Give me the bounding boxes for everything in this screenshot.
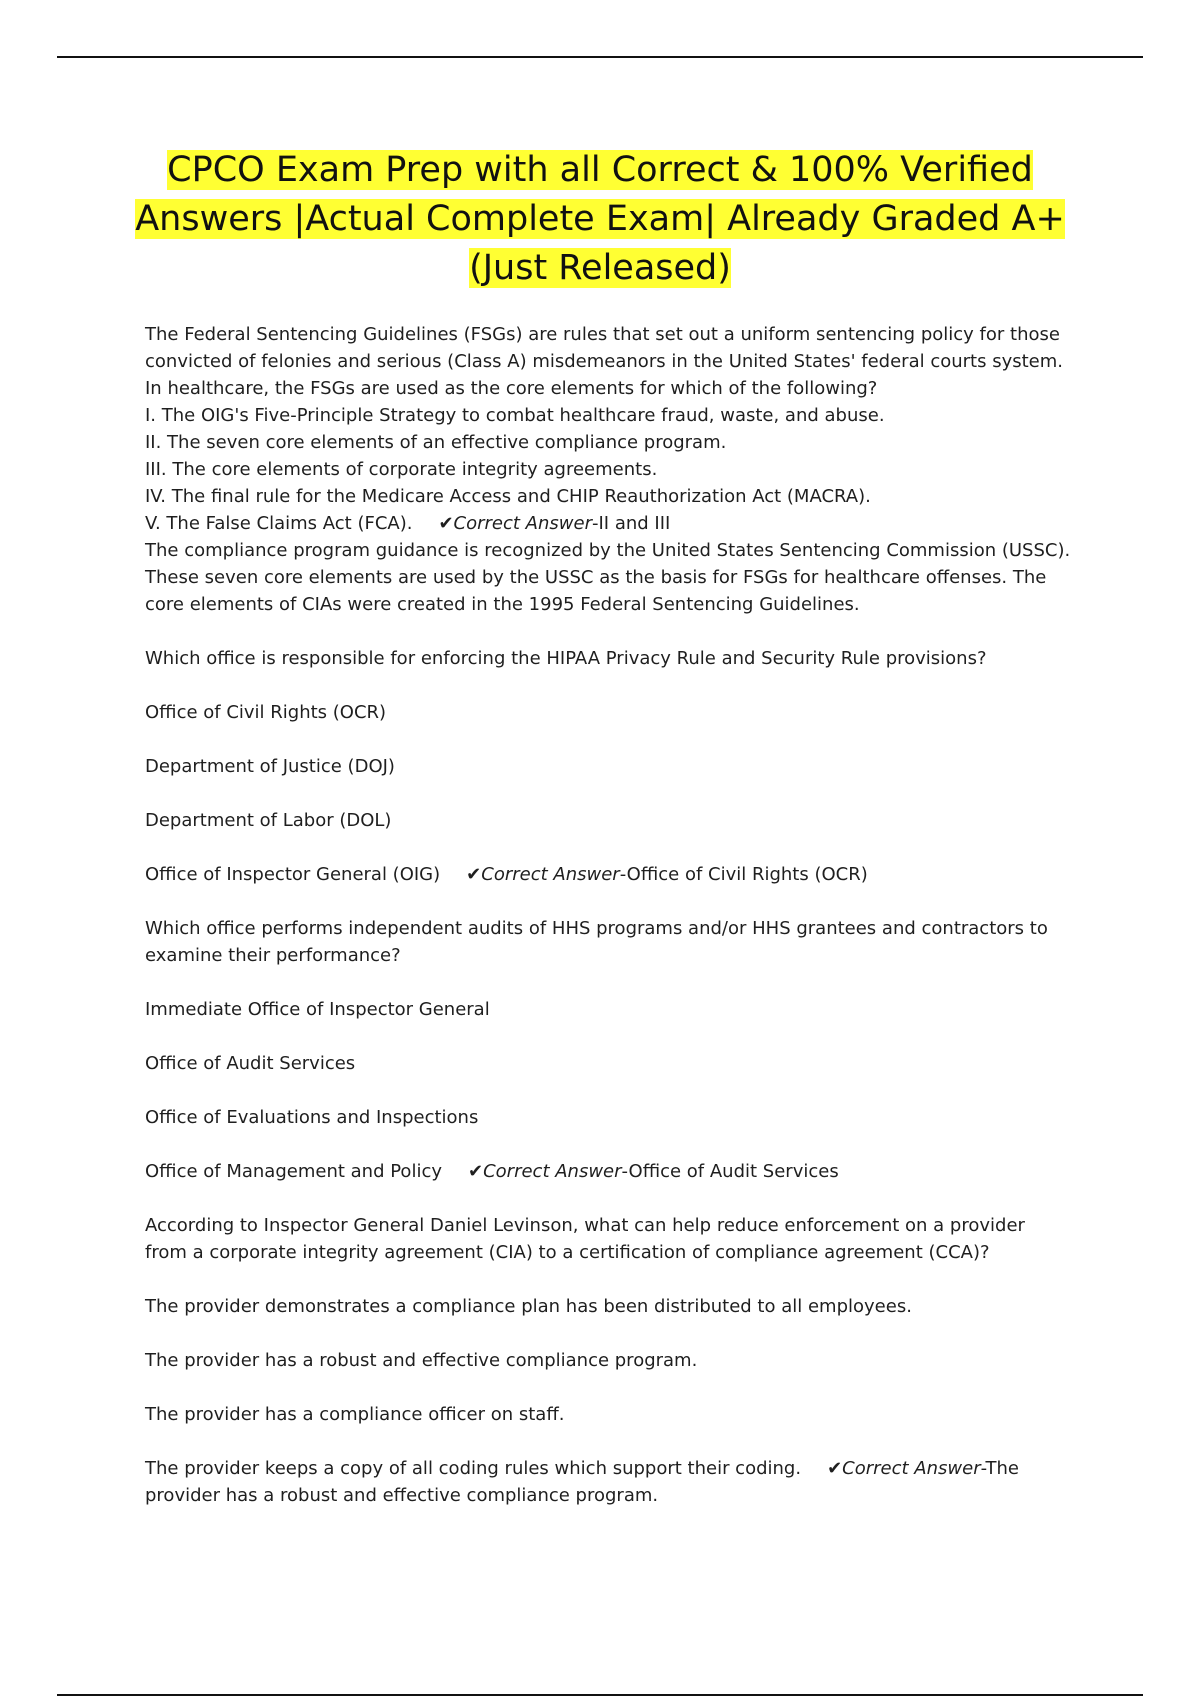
question-line: from a corporate integrity agreement (CIA) to a certification of compliance agreement (CCA)?	[145, 1242, 990, 1263]
question-block-4	[145, 1212, 1065, 1266]
correct-answer-label: Correct Answer	[453, 513, 592, 534]
option-line: The provider has a compliance officer on staff.	[145, 1404, 565, 1425]
document-body	[145, 321, 1071, 1536]
correct-answer-label: Correct Answer	[483, 1161, 622, 1182]
correct-answer-text: -Office of Civil Rights (OCR)	[619, 864, 868, 885]
option-line: III. The core elements of corporate integrity agreements.	[145, 459, 658, 480]
option-line: Department of Labor (DOL)	[145, 810, 392, 831]
check-mark-icon: ✔	[438, 513, 454, 534]
option-text: The provider keeps a copy of all coding rules which support their coding.	[145, 1458, 802, 1479]
answer-line	[145, 510, 1065, 537]
question-block-1	[145, 321, 1071, 618]
correct-answer-text: -Office of Audit Services	[621, 1161, 839, 1182]
option-line: II. The seven core elements of an effective compliance program.	[145, 432, 727, 453]
option-line: Office of Evaluations and Inspections	[145, 1107, 479, 1128]
question-line: convicted of felonies and serious (Class A) misdemeanors in the United States' federal courts system.	[145, 351, 1063, 372]
check-mark-icon: ✔	[466, 864, 482, 885]
correct-answer-label: Correct Answer	[481, 864, 620, 885]
title-line: CPCO Exam Prep with all Correct & 100% Verified	[167, 150, 1033, 190]
option-line: Office of Audit Services	[145, 1053, 356, 1074]
question-line: The Federal Sentencing Guidelines (FSGs) are rules that set out a uniform sentencing policy for those	[145, 324, 1060, 345]
answer-line	[145, 1455, 1065, 1482]
answer-line	[145, 861, 1065, 888]
option-text: Office of Inspector General (OIG)	[145, 864, 441, 885]
option-line: The provider demonstrates a compliance plan has been distributed to all employees.	[145, 1296, 912, 1317]
explanation-line: core elements of CIAs were created in the 1995 Federal Sentencing Guidelines.	[145, 594, 860, 615]
question-text: Which office is responsible for enforcing the HIPAA Privacy Rule and Security Rule provisions?	[145, 648, 987, 669]
option-text: Office of Management and Policy	[145, 1161, 442, 1182]
option-line: IV. The final rule for the Medicare Access and CHIP Reauthorization Act (MACRA).	[145, 486, 871, 507]
correct-answer-text: -The	[980, 1458, 1019, 1479]
question-line: In healthcare, the FSGs are used as the core elements for which of the following?	[145, 378, 878, 399]
explanation-line: These seven core elements are used by the USSC as the basis for FSGs for healthcare offenses. The	[145, 567, 1047, 588]
option-line: The provider has a robust and effective compliance program.	[145, 1350, 698, 1371]
question-block-3	[145, 915, 1065, 969]
option-line: Department of Justice (DOJ)	[145, 756, 395, 777]
title-line: (Just Released)	[469, 248, 731, 288]
title-line: Answers |Actual Complete Exam| Already Graded A+	[135, 199, 1065, 239]
check-mark-icon: ✔	[827, 1458, 843, 1479]
document-title	[100, 146, 1100, 293]
correct-answer-label: Correct Answer	[842, 1458, 981, 1479]
option-text: V. The False Claims Act (FCA).	[145, 513, 413, 534]
question-line: examine their performance?	[145, 945, 401, 966]
question-line: Which office performs independent audits of HHS programs and/or HHS grantees and contractors to	[145, 918, 1048, 939]
explanation-line: The compliance program guidance is recognized by the United States Sentencing Commission (USSC).	[145, 540, 1071, 561]
answer-line	[145, 1158, 1065, 1185]
option-line: Office of Civil Rights (OCR)	[145, 702, 387, 723]
top-rule	[57, 56, 1143, 58]
option-line: Immediate Office of Inspector General	[145, 999, 490, 1020]
bottom-rule	[57, 1694, 1143, 1696]
correct-answer-continuation: provider has a robust and effective compliance program.	[145, 1485, 659, 1506]
correct-answer-text: -II and III	[591, 513, 671, 534]
check-mark-icon: ✔	[468, 1161, 484, 1182]
option-line: I. The OIG's Five-Principle Strategy to combat healthcare fraud, waste, and abuse.	[145, 405, 885, 426]
question-line: According to Inspector General Daniel Levinson, what can help reduce enforcement on a provider	[145, 1215, 1025, 1236]
answer-block	[145, 1455, 1065, 1509]
